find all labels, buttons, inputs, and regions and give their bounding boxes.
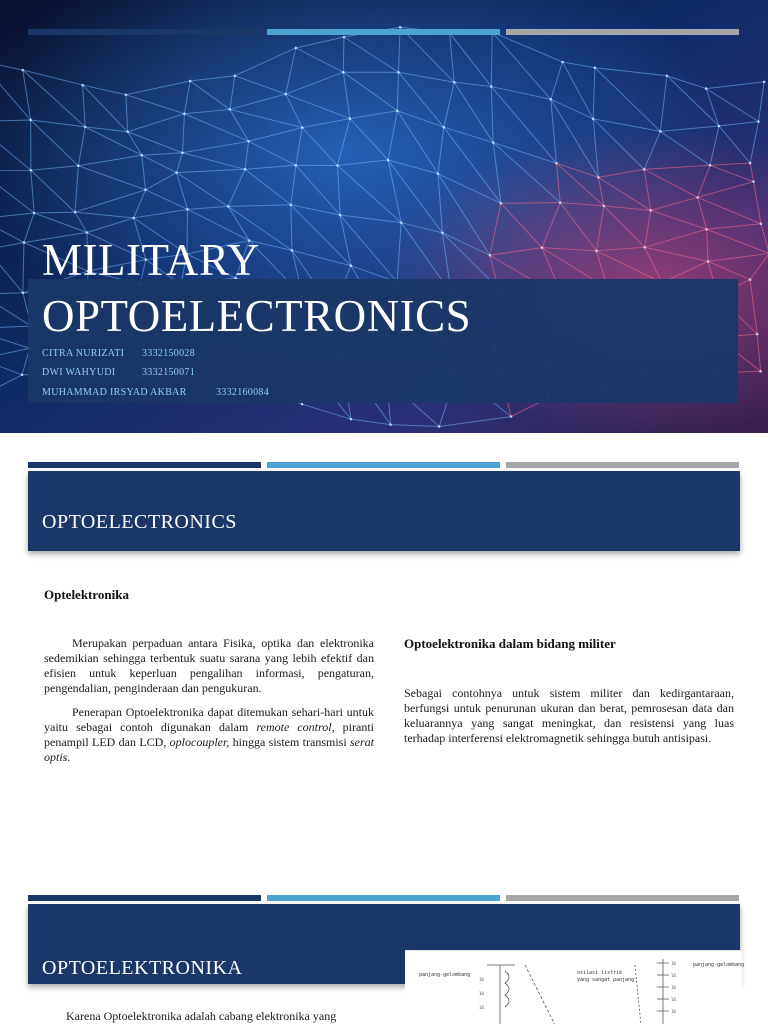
figure-label-mid-2: yang sangat panjang [577, 977, 635, 983]
author-3 [42, 387, 269, 398]
body-text: Karena Optoelektronika adalah cabang elektronika yang [66, 1009, 337, 1023]
svg-text:10: 10 [671, 961, 676, 966]
text-run: hingga sistem transmisi [229, 735, 350, 749]
content-slide-optoelectronics [0, 460, 768, 872]
text-run-italic: remote control [256, 720, 332, 734]
author-name: DWI WAHYUDI [42, 367, 116, 378]
accent-bar-light [267, 462, 500, 468]
figure-label-right: panjang-gelombang [693, 962, 745, 968]
svg-text:10: 10 [479, 991, 484, 996]
spectrum-diagram-figure [405, 950, 745, 1024]
author-nim: 3332150028 [142, 348, 195, 359]
accent-bar-grey [506, 462, 739, 468]
accent-bar-dark [28, 462, 261, 468]
accent-bar-grey [506, 29, 739, 35]
content-slide-optoelektronika [0, 893, 768, 1024]
accent-bar-light [267, 895, 500, 901]
svg-text:10: 10 [479, 1005, 484, 1010]
author-1 [42, 348, 195, 359]
svg-text:10: 10 [479, 977, 484, 982]
spectrum-diagram-lines [405, 951, 745, 1024]
text-run: Penerapan Optoelektronika dapat ditemukan sehari-hari untuk yaitu sebagai contoh digunakan dalam [44, 705, 374, 734]
accent-bar-grey [506, 895, 739, 901]
svg-text:10: 10 [671, 1009, 676, 1014]
slide-header-panel [28, 471, 740, 551]
author-2 [42, 367, 195, 378]
title-line-2: OPTOELECTRONICS [42, 291, 472, 341]
left-paragraph-1: Merupakan perpaduan antara Fisika, optika dan elektronika sedemikian sehingga terbentuk suatu sarana yang lebih efektif dan efisien untuk keperluan pengalihan informasi, pengaturan, pengendalian, penginderaan dan pengukuran. [44, 636, 374, 695]
svg-text:10: 10 [671, 985, 676, 990]
accent-bar-light [267, 29, 500, 35]
author-name: MUHAMMAD IRSYAD AKBAR [42, 387, 187, 398]
slide-title: OPTOELEKTRONIKA [42, 957, 243, 979]
right-heading: Optoelektronika dalam bidang militer [404, 636, 616, 651]
svg-text:10: 10 [671, 997, 676, 1002]
title-slide [0, 0, 768, 433]
author-name: CITRA NURIZATI [42, 348, 125, 359]
right-paragraph: Sebagai contohnya untuk sistem militer dan kedirgantaraan, berfungsi untuk penurunan ukuran dan berat, pemrosesan data dan keluarannya yang sangat meningkat, dan resistensi yang luas terhadap interferensi elektromagnetik sehingga butuh antisipasi. [404, 686, 734, 745]
author-nim: 3332160084 [216, 387, 269, 398]
text-run: , piranti penampil LED dan LCD, [44, 720, 374, 749]
text-run-italic: oplocoupler, [169, 735, 230, 749]
accent-bar-dark [28, 895, 261, 901]
text-run-italic: serat optis. [44, 735, 374, 764]
author-nim: 3332150071 [142, 367, 195, 378]
slide-title: OPTOELECTRONICS [42, 511, 237, 533]
figure-label-left: panjang-gelombang [419, 972, 471, 978]
figure-label-mid-1: osilasi listrik [577, 970, 623, 976]
title-line-1: MILITARY [42, 235, 260, 285]
left-heading: Optelektronika [44, 587, 129, 602]
svg-text:10: 10 [671, 973, 676, 978]
left-paragraph-2 [44, 705, 374, 765]
accent-bar-dark [28, 29, 261, 35]
